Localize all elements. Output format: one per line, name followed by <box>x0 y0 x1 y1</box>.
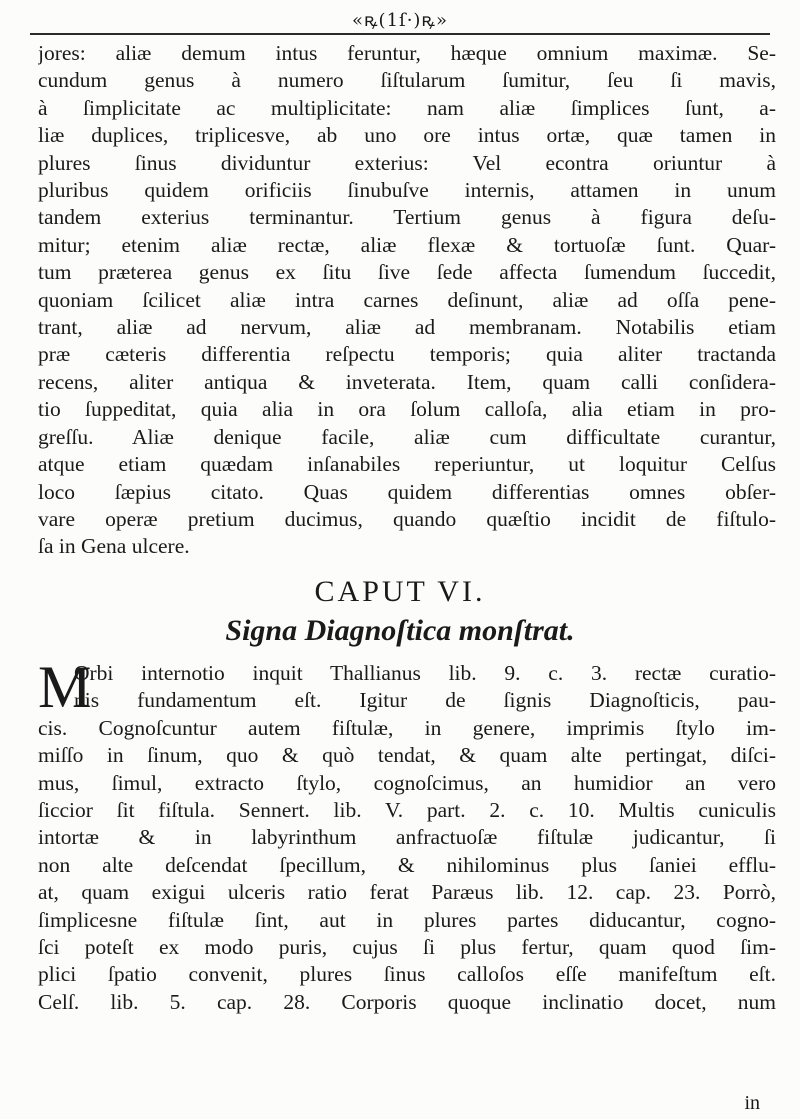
text-line: cundum genus à numero ſiſtularum ſumitur, ſeu ſi mavis, <box>38 68 776 93</box>
body-paragraph-1 <box>38 40 776 561</box>
text-line: at, quam exigui ulceris ratio ferat Paræus lib. 12. cap. 23. Porrò, <box>38 880 776 905</box>
text-line: Orbi internotio inquit Thallianus lib. 9. c. 3. rectæ curatio- <box>74 661 776 685</box>
text-line: non alte deſcendat ſpecillum, & nihilominus plus ſaniei efflu- <box>38 852 776 877</box>
text-line: tio ſuppeditat, quia alia in ora ſolum calloſa, alia etiam in pro- <box>38 397 776 422</box>
text-line: atque etiam quædam inſanabiles reperiuntur, ut loquitur Celſus <box>38 452 776 477</box>
text-line: trant, aliæ ad nervum, aliæ ad membranam. Notabilis etiam <box>38 315 776 340</box>
text-line: intortæ & in labyrinthum anfractuoſæ fiſtulæ judicantur, ſi <box>38 825 776 850</box>
chapter-subtitle: Signa Diagnoſtica monſtrat. <box>225 614 575 647</box>
chapter-heading: CAPUT VI. <box>314 575 486 608</box>
header-rule <box>30 33 770 35</box>
text-line: cis. Cognoſcuntur autem fiſtulæ, in genere, imprimis ſtylo im- <box>38 715 776 740</box>
text-line: Celſ. lib. 5. cap. 28. Corporis quoque inclinatio docet, num <box>38 989 776 1014</box>
text-line: greſſu. Aliæ denique facile, aliæ cum difficultate curantur, <box>38 424 776 449</box>
body-paragraph-2 <box>38 654 776 1016</box>
drop-capital: M <box>38 654 92 720</box>
text-line: ſimplicesne fiſtulæ ſint, aut in plures partes diducantur, cogno- <box>38 907 776 932</box>
text-line: recens, aliter antiqua & inveterata. Item, quam calli conſidera- <box>38 369 776 394</box>
text-line: tum præterea genus ex ſitu ſive ſede affecta ſumendum ſuccedit, <box>38 260 776 285</box>
text-line: quoniam ſcilicet aliæ intra carnes deſinunt, aliæ ad oſſa pene- <box>38 287 776 312</box>
text-line: præ cæteris differentia reſpectu temporis; quia aliter tractanda <box>38 342 776 367</box>
text-line: mus, ſimul, extracto ſtylo, cognoſcimus, an humidior an vero <box>38 770 776 795</box>
text-line: loco ſæpius citato. Quas quidem differentias omnes obſer- <box>38 479 776 504</box>
page-number-header: «ꝶ(1ſ·)ꝶ» <box>351 10 449 31</box>
text-line: pluribus quidem orificiis ſinubuſve internis, attamen in unum <box>38 178 776 203</box>
text-line: ſa in Gena ulcere. <box>38 534 190 559</box>
text-line: plici ſpatio convenit, plures ſinus calloſos eſſe manifeſtum eſt. <box>38 962 776 987</box>
text-line: mitur; etenim aliæ rectæ, aliæ flexæ & tortuoſæ ſunt. Quar- <box>38 232 776 257</box>
text-line: ſci poteſt ex modo puris, cujus ſi plus fertur, quam quod ſim- <box>38 935 776 960</box>
text-line: jores: aliæ demum intus feruntur, hæque omnium maximæ. Se- <box>38 41 776 65</box>
text-line: ſiccior ſit fiſtula. Sennert. lib. V. part. 2. c. 10. Multis cuniculis <box>38 798 776 823</box>
text-line: à ſimplicitate ac multiplicitate: nam aliæ ſimplices ſunt, a- <box>38 95 776 120</box>
text-line: plures ſinus dividuntur exterius: Vel econtra oriuntur à <box>38 150 776 175</box>
text-line: miſſo in ſinum, quo & quò tendat, & quam alte pertingat, diſci- <box>38 743 776 768</box>
text-line: tandem exterius terminantur. Tertium genus à figura deſu- <box>38 205 776 230</box>
catchword: in <box>744 1092 760 1114</box>
text-line: nis fundamentum eſt. Igitur de ſignis Diagnoſticis, pau- <box>74 688 776 713</box>
text-line: vare operæ pretium ducimus, quando quæſtio incidit de fiſtulo- <box>38 506 776 531</box>
text-line: liæ duplices, triplicesve, ab uno ore intus ortæ, quæ tamen in <box>38 123 776 148</box>
